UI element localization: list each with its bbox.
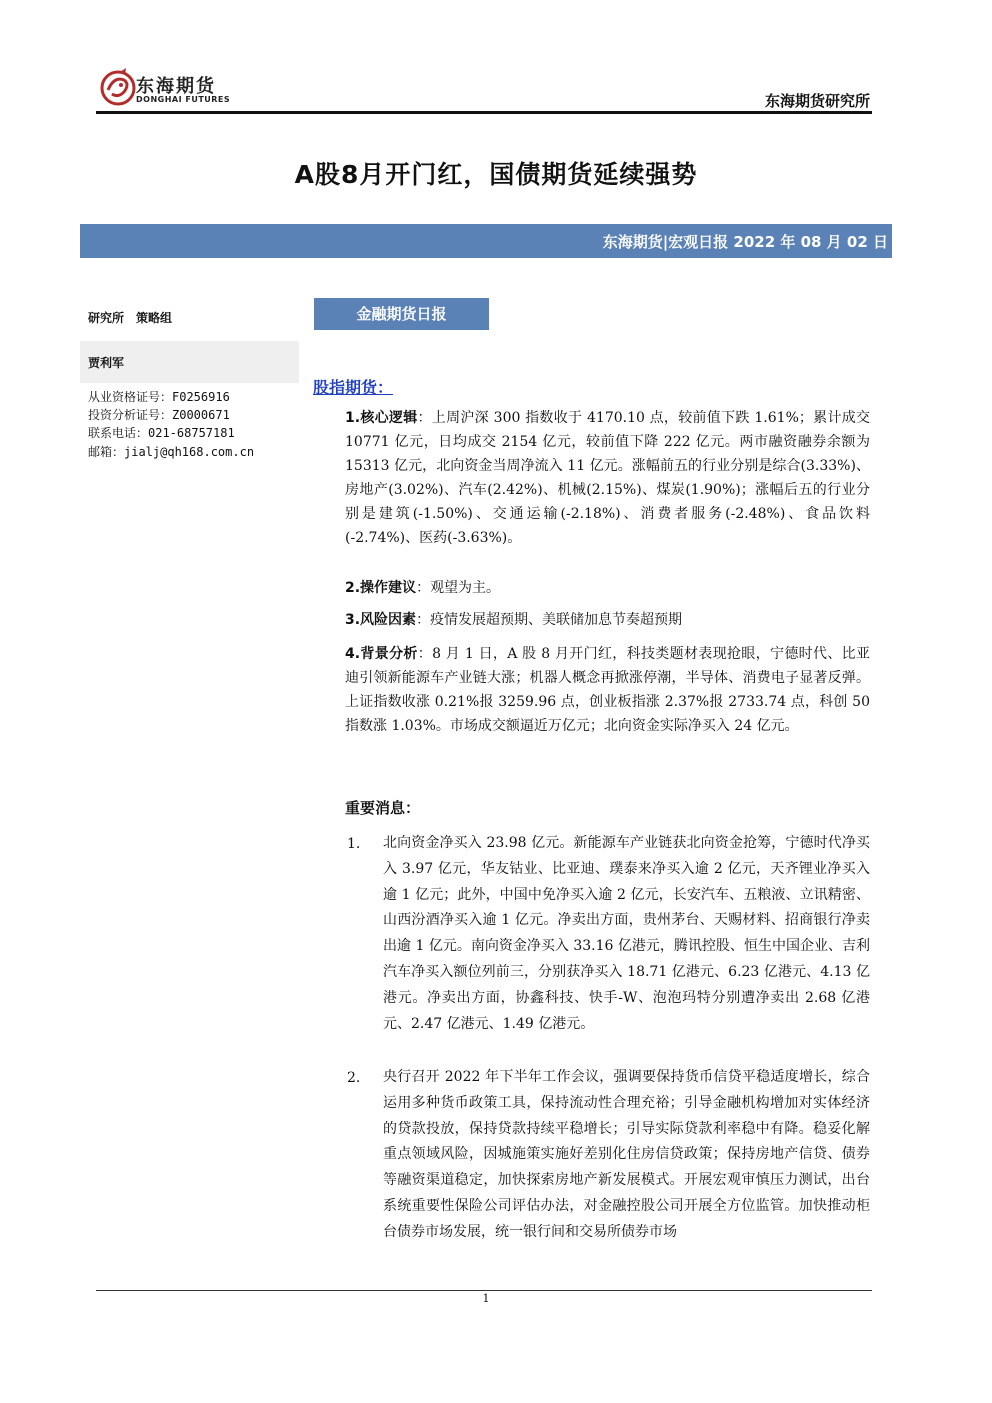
author-name: 贾利军 <box>88 356 125 370</box>
paragraph-risk-factors <box>345 608 870 632</box>
footer-divider <box>96 1290 872 1291</box>
paragraph-label: 1.核心逻辑 <box>345 410 418 426</box>
label-separator: ： <box>416 580 431 596</box>
paragraph-label: 2.操作建议 <box>345 580 417 596</box>
paragraph-core-logic <box>345 406 870 550</box>
contact-qualification: 从业资格证号：F0256916 <box>88 390 230 404</box>
paragraph-text: 疫情发展超预期、美联储加息节奏超预期 <box>430 612 683 628</box>
section-heading-index-futures: 股指期货： <box>313 378 394 397</box>
paragraph-operation-advice <box>345 576 870 600</box>
paragraph-background-analysis <box>345 642 870 738</box>
paragraph-text: 8 月 1 日，A 股 8 月开门红，科技类题材表现抢眼，宁德时代、比亚迪引领新能源车产业链大涨；机器人概念再掀涨停潮，半导体、消费电子显著反弹。上证指数收涨 0.21%报 3259.96 点，创业板指涨 2.37%报 2733.74 点，科创 50 指数涨 1.03%。市场成交额逼近万亿元；北向资金实际净买入 24 亿元。 <box>345 646 870 734</box>
news-item-number: 2. <box>347 1070 361 1086</box>
logo-english-text: DONGHAI FUTURES <box>136 95 231 104</box>
contact-analyst-cert: 投资分析证号：Z0000671 <box>88 408 230 422</box>
paragraph-label: 3.风险因素 <box>345 612 417 628</box>
company-logo <box>98 66 230 110</box>
page-number: 1 <box>482 1292 490 1305</box>
news-item-text: 北向资金净买入 23.98 亿元。新能源车产业链获北向资金抢筹，宁德时代净买入 3.97 亿元，华友钴业、比亚迪、璞泰来净买入逾 2 亿元，天齐锂业净买入逾 1 亿元；此外，中国中免净买入逾 2 亿元，长安汽车、五粮液、立讯精密、山西汾酒净买入逾 1 亿元。净卖出方面，贵州茅台、天赐材料、招商银行净卖出逾 1 亿元。南向资金净买入 33.16 亿港元，腾讯控股、恒生中国企业、吉利汽车净买入额位列前三，分别获净买入 18.71 亿港元、6.23 亿港元、4.13 亿港元。净卖出方面，协鑫科技、快手-W、泡泡玛特分别遭净卖出 2.68 亿港元、2.47 亿港元、1.49 亿港元。 <box>383 835 870 1032</box>
news-item-number: 1. <box>347 836 361 852</box>
report-type-tag: 金融期货日报 <box>314 298 489 330</box>
news-item-text: 央行召开 2022 年下半年工作会议，强调要保持货币信贷平稳适度增长，综合运用多种货币政策工具，保持流动性合理充裕；引导金融机构增加对实体经济的贷款投放，保持贷款持续平稳增长；引导实际贷款利率稳中有降。稳妥化解重点领域风险，因城施策实施好差别化住房信贷政策；保持房地产信贷、债券等融资渠道稳定，加快探索房地产新发展模式。开展宏观审慎压力测试，出台系统重要性保险公司评估办法，对金融控股公司开展全方位监管。加快推动柜台债券市场发展，统一银行间和交易所债券市场 <box>383 1069 870 1240</box>
paragraph-label: 4.背景分析 <box>345 646 418 662</box>
sidebar-group: 研究所 策略组 <box>88 311 173 325</box>
report-title: A股8月开门红，国债期货延续强势 <box>294 160 698 189</box>
label-separator: ： <box>417 646 433 662</box>
contact-email: 邮箱：jialj@qh168.com.cn <box>88 445 255 459</box>
label-separator: ： <box>417 410 432 426</box>
header-institute: 东海期货研究所 <box>764 92 870 110</box>
label-separator: ： <box>416 612 431 628</box>
paragraph-text: 观望为主。 <box>430 580 501 596</box>
contact-phone: 联系电话：021-68757181 <box>88 426 235 440</box>
section-heading-news: 重要消息： <box>345 799 421 817</box>
logo-chinese-text: 东海期货 <box>136 76 216 97</box>
header-divider <box>96 111 872 114</box>
paragraph-text: 上周沪深 300 指数收于 4170.10 点，较前值下跌 1.61%；累计成交 10771 亿元，日均成交 2154 亿元，较前值下降 222 亿元。两市融资融券余额为 15313 亿元，北向资金当周净流入 11 亿元。涨幅前五的行业分别是综合(3.33%)、房地产(3.02%)、汽车(2.42%)、机械(2.15%)、煤炭(1.90%)；涨幅后五的行业分别是建筑(-1.50%)、交通运输(-2.18%)、消费者服务(-2.48%)、食品饮料(-2.74%)、医药(-3.63%)。 <box>345 410 871 546</box>
donghai-dragon-logo-icon <box>98 66 138 108</box>
banner-text: 东海期货|宏观日报 2022 年 08 月 02 日 <box>602 233 888 251</box>
